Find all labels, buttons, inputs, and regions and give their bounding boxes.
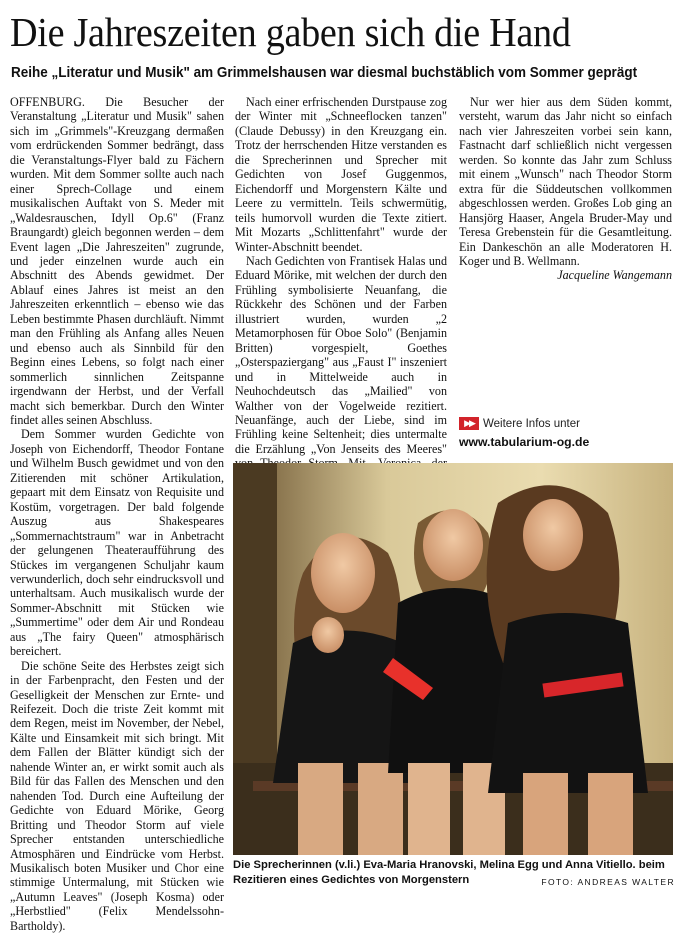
article-photo	[233, 463, 673, 855]
dateline: OFFENBURG.	[10, 95, 85, 109]
photo-caption	[233, 858, 675, 889]
headline: Die Jahreszeiten gaben sich die Hand	[10, 9, 571, 55]
subheadline: Reihe „Literatur und Musik" am Grimmelshausen war diesmal buchstäblich vom Sommer geprägt	[11, 64, 638, 81]
paragraph-4: Nach einer erfrischenden Durstpause zog der Winter mit „Schneeflocken tanzen" (Claude Debussy) in den Kreuzgang ein. Trotz der herrschenden Hitze verstanden es die Sprecherinnen und Sprecher mit Gedichten von Josef Guggenmos, Eichendorff und Morgenstern Kälte und Leere zu vermitteln. Teils schwermütig, teils humorvoll wurden die Texte zitiert. Mit Mozarts „Schlittenfahrt" wurde der Winter-Abschnitt beendet.	[235, 95, 447, 254]
photo-credit: FOTO: ANDREAS WALTER	[541, 876, 675, 887]
paragraph-1	[10, 95, 224, 427]
fast-forward-icon: ▶▶	[459, 417, 479, 430]
article-column-3	[459, 95, 672, 415]
article-column-2	[235, 95, 447, 457]
paragraph-6: Nur wer hier aus dem Süden kommt, versteht, warum das Jahr nicht so einfach nach vier Jahreszeiten vorbei sein kann, Fastnacht darf schließlich nicht vergessen werden. So konnte das Jahr zum Schluss mit einem „Wunsch" nach Theodor Storm extra für die Süddeutschen vollkommen abgeschlossen werden. Großes Lob ging an Hansjörg Haaser, Angela Bruder-May und Teresa Grebenstein für die Gesamtleitung. Ein Dankeschön an alle Moderatoren H. Koger und B. Wellmann.	[459, 95, 672, 268]
paragraph-2: Dem Sommer wurden Gedichte von Joseph von Eichendorff, Theodor Fontane und Wilhelm Busch gewidmet und von den Zitierenden mit schöner Artikulation, gepaart mit dem Einsatz von Requisite und Kostüm, vorgetragen. Der bald folgende Auszug aus Shakespeares „Sommernachtstraum" war in Anbetracht der gelungenen Theateraufführung des Stückes im vergangenen Schuljahr kaum verwunderlich, doch sehr eindrucksvoll und unterhaltsam. Auch musikalisch wurde der Sommer-Abschnitt mit Stücken wie „Summertime" oder dem Air und Rondeau aus „The fairy Queen" atmosphärisch bereichert.	[10, 427, 224, 659]
paragraph-1-text: Die Besucher der Veranstaltung „Literatur und Musik" sahen sich im „Grimmels"-Kreuzgang dermaßen vom erdrückenden Sommer bedrängt, dass die Veranstaltungs-Flyer bald zu Fächern wurden. Mit dem Sommer sollte auch nach einer Sprech-Collage und einem musikalischen Auftakt von S. Meder mit „Waldesrauschen, Idyll Op.6" (Franz Braungardt) gleich begonnen werden – dem Event lagen „Die Jahreszeiten" zugrunde, und jeder einzelnen wurde auch ein Abschnitt des Abends gewidmet. Der Ablauf eines Jahres ist meist an den Jahreszeiten erkenntlich – ebenso wie das Leben bestimmte Phasen durchläuft. Nimmt man den Frühling als Anfang alles Neuen und ebenso auch als Sinnbild für den Beginn eines Lebens, so folgt nach einer sommerlich sinnlichen Zeitspanne irgendwann der Herbst, und der Verfall macht sich bemerkbar. Durch den Winter findet alles seinen Abschluss.	[10, 95, 224, 427]
paragraph-3: Die schöne Seite des Herbstes zeigt sich in der Farbenpracht, den Festen und der Geselligkeit der Menschen zur Ernte- und Reifezeit. Doch die triste Zeit kommt mit dem Regen, meist im November, der Nebel, Kälte und Einsamkeit mit sich bringt. Mit dem Fallen der Blätter kündigt sich der nahende Winter an, er wirkt somit auch als Bild für das Fallen des Menschen und den nahenden Tod. Durch eine Aufteilung der Gedichte von Eduard Mörike, Georg Britting und Theodor Storm auf viele Sprecher entstanden unterschiedliche Atmosphären und Eindrücke vom Herbst. Musikalisch boten Musiker und Chor eine stimmige Untermalung, mit Stücken wie „Autumn Leaves" (Joseph Kosma) oder „Herbstlied" (Felix Mendelssohn-Bartholdy).	[10, 658, 224, 933]
info-url-link[interactable]: www.tabularium-og.de	[459, 435, 590, 449]
info-label: Weitere Infos unter	[483, 417, 580, 430]
article-column-1	[10, 95, 224, 933]
author: Jacqueline Wangemann	[557, 268, 672, 283]
photo-illustration	[233, 463, 673, 855]
info-box	[459, 415, 674, 449]
caption-text: Die Sprecherinnen (v.li.) Eva-Maria Hranovski, Melina Egg und Anna Vitiello. beim Rezitieren eines Gedichtes von Morgenstern	[233, 859, 665, 886]
paragraph-5: Nach Gedichten von Frantisek Halas und Eduard Mörike, mit welchen der durch den Frühling symbolisierte Neuanfang, die Rückkehr des Schönen und der Farben illustriert wurden, wurden „2 Metamorphosen für Oboe Solo" (Benjamin Britten) vorgespielt, Goethes „Osterspaziergang" aus „Faust I" inszeniert und in Mittelweide auch in Neuhochdeutsch das „Mailied" von Walther von der Vogelweide rezitiert. Neuanfänge, auch der Liebe, sind im Frühling keine Seltenheit; dies untermalte die Erzählung „Von Jenseits des Meeres"	[235, 253, 447, 456]
